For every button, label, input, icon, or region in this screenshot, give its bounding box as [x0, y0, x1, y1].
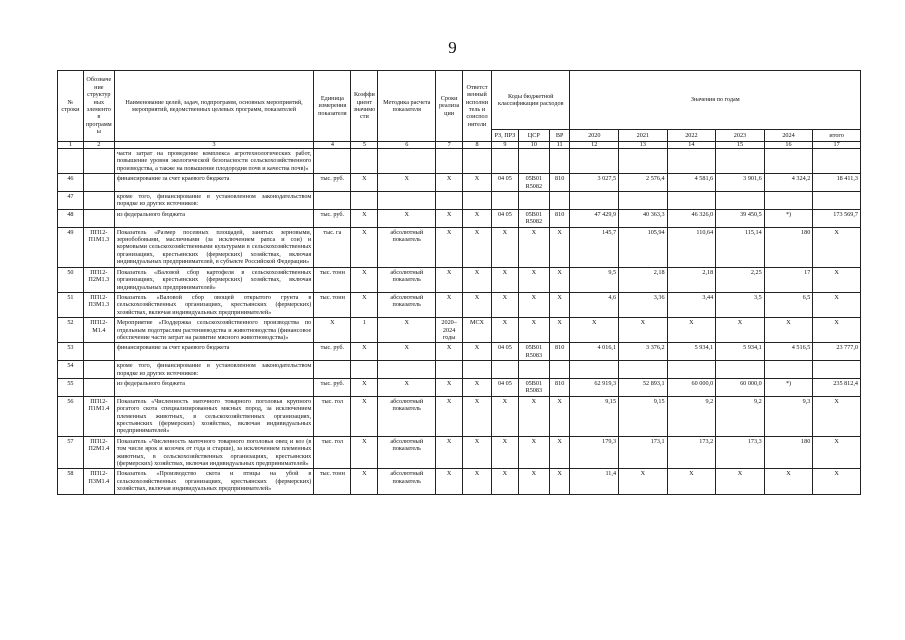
- column-number: 14: [667, 142, 716, 149]
- header-designation: Обозначение структурных элементов программы: [83, 71, 114, 142]
- row-value-year: 4,6: [570, 292, 619, 317]
- row-value-year: 6,5: [764, 292, 813, 317]
- row-code-rz: X: [491, 396, 518, 436]
- row-value-year: X: [764, 318, 813, 343]
- row-value-year: 62 919,3: [570, 378, 619, 396]
- row-coefficient: [351, 192, 378, 210]
- row-unit: тыс. руб.: [314, 378, 351, 396]
- row-method: [378, 149, 436, 174]
- row-unit: тыс. тонн: [314, 469, 351, 494]
- row-coefficient: X: [351, 378, 378, 396]
- row-value-year: [619, 361, 668, 379]
- row-value-year: 9,15: [619, 396, 668, 436]
- row-name: кроме того, финансирование в установленном законодательством порядке из других источников:: [114, 192, 313, 210]
- table-row: [58, 469, 861, 494]
- row-number: 46: [58, 174, 84, 192]
- row-unit: тыс. тонн: [314, 267, 351, 292]
- row-value-year: X: [716, 469, 765, 494]
- row-terms: X: [436, 267, 463, 292]
- header-year: 2021: [619, 130, 668, 142]
- row-executor: X: [463, 174, 492, 192]
- row-unit: тыс. руб.: [314, 209, 351, 227]
- row-code-vr: [549, 149, 570, 174]
- row-value-year: 3,36: [619, 292, 668, 317]
- row-value-total: X: [813, 292, 861, 317]
- row-coefficient: X: [351, 343, 378, 361]
- row-code-rz: X: [491, 227, 518, 267]
- row-terms: X: [436, 469, 463, 494]
- header-year: 2020: [570, 130, 619, 142]
- row-value-year: 180: [764, 436, 813, 469]
- row-designation: ПП12-П1М1.3: [83, 227, 114, 267]
- row-method: X: [378, 378, 436, 396]
- row-value-year: 2,18: [619, 267, 668, 292]
- row-coefficient: 1: [351, 318, 378, 343]
- table-row: [58, 318, 861, 343]
- row-unit: тыс. га: [314, 227, 351, 267]
- row-code-rz: 04 05: [491, 343, 518, 361]
- row-value-year: 2,18: [667, 267, 716, 292]
- table-body: [58, 149, 861, 495]
- row-executor: МСХ: [463, 318, 492, 343]
- row-value-total: X: [813, 318, 861, 343]
- row-code-rz: 04 05: [491, 174, 518, 192]
- row-value-year: X: [667, 318, 716, 343]
- row-name: финансирование за счет краевого бюджета: [114, 174, 313, 192]
- header-budget-codes: Коды бюджетной классификации расходов: [491, 71, 570, 130]
- header-code-vr: ВР: [549, 130, 570, 142]
- row-name: части затрат на проведение комплекса агротехнологических работ, повышение уровня экологической безопасности сельскохозяйственного производства, а также на повышение плодородия почв и качества почв)»: [114, 149, 313, 174]
- row-number: 52: [58, 318, 84, 343]
- table-row: [58, 343, 861, 361]
- row-code-vr: X: [549, 469, 570, 494]
- row-value-year: [570, 192, 619, 210]
- row-coefficient: X: [351, 267, 378, 292]
- row-designation: [83, 378, 114, 396]
- row-name: Мероприятие «Поддержка сельскохозяйственного производства по отдельным подотраслям растениеводства и животноводства (финансовое обеспечение части затрат на развитие мясного животноводства)»: [114, 318, 313, 343]
- row-code-vr: [549, 361, 570, 379]
- row-code-vr: X: [549, 292, 570, 317]
- row-value-total: X: [813, 436, 861, 469]
- header-year: 2024: [764, 130, 813, 142]
- row-value-year: X: [619, 318, 668, 343]
- row-coefficient: X: [351, 174, 378, 192]
- row-code-csr: X: [518, 318, 549, 343]
- row-value-year: 110,64: [667, 227, 716, 267]
- row-code-rz: X: [491, 292, 518, 317]
- row-value-year: X: [570, 318, 619, 343]
- row-name: из федерального бюджета: [114, 209, 313, 227]
- row-number: 58: [58, 469, 84, 494]
- row-name: Показатель «Численность маточного товарного поголовья крупного рогатого скота специализированных мясных пород, за исключением племенных животных, в сельскохозяйственных организациях, крестьянских (фермерских) хозяйствах, включая индивидуальных предпринимателей»: [114, 396, 313, 436]
- row-unit: [314, 361, 351, 379]
- row-value-year: [570, 361, 619, 379]
- row-value-total: 173 569,7: [813, 209, 861, 227]
- header-terms: Сроки реализации: [436, 71, 463, 142]
- column-number: 4: [314, 142, 351, 149]
- row-number: 48: [58, 209, 84, 227]
- row-unit: тыс. гол: [314, 436, 351, 469]
- row-value-year: 173,2: [667, 436, 716, 469]
- row-designation: [83, 192, 114, 210]
- row-method: абсолютный показатель: [378, 396, 436, 436]
- row-code-csr: [518, 361, 549, 379]
- row-terms: X: [436, 209, 463, 227]
- row-coefficient: X: [351, 227, 378, 267]
- row-number: 53: [58, 343, 84, 361]
- row-coefficient: X: [351, 209, 378, 227]
- row-unit: [314, 149, 351, 174]
- row-method: X: [378, 209, 436, 227]
- header-code-rz: РЗ, ПРЗ: [491, 130, 518, 142]
- header-unit: Единица измерения показателя: [314, 71, 351, 142]
- row-unit: X: [314, 318, 351, 343]
- row-designation: ПП12-П2М1.3: [83, 267, 114, 292]
- row-designation: ПП12-М1.4: [83, 318, 114, 343]
- row-code-rz: 04 05: [491, 209, 518, 227]
- row-terms: [436, 192, 463, 210]
- row-value-year: 52 893,1: [619, 378, 668, 396]
- row-code-vr: 810: [549, 174, 570, 192]
- row-value-year: [716, 361, 765, 379]
- row-value-year: 173,3: [716, 436, 765, 469]
- row-value-year: 17: [764, 267, 813, 292]
- header-method: Методика расчета показателя: [378, 71, 436, 142]
- column-number: 11: [549, 142, 570, 149]
- table-row: [58, 396, 861, 436]
- row-coefficient: X: [351, 469, 378, 494]
- column-number: 15: [716, 142, 765, 149]
- header-year: 2022: [667, 130, 716, 142]
- row-method: абсолютный показатель: [378, 227, 436, 267]
- column-number: 9: [491, 142, 518, 149]
- row-value-year: 2 576,4: [619, 174, 668, 192]
- row-value-total: [813, 149, 861, 174]
- row-name: Показатель «Валовой сбор овощей открытого грунта в сельскохозяйственных организациях, крестьянских (фермерских) хозяйствах, включая индивидуальных предпринимателей»: [114, 292, 313, 317]
- row-value-year: [619, 149, 668, 174]
- row-terms: X: [436, 227, 463, 267]
- table-row: [58, 227, 861, 267]
- row-value-total: 235 812,4: [813, 378, 861, 396]
- row-value-year: 145,7: [570, 227, 619, 267]
- row-value-total: X: [813, 227, 861, 267]
- table-row: [58, 378, 861, 396]
- row-terms: [436, 149, 463, 174]
- row-value-year: X: [764, 469, 813, 494]
- row-designation: ПП12-П1М1.4: [83, 396, 114, 436]
- row-terms: X: [436, 436, 463, 469]
- row-value-year: 4 016,1: [570, 343, 619, 361]
- row-value-total: X: [813, 267, 861, 292]
- row-method: абсолютный показатель: [378, 267, 436, 292]
- row-value-year: 9,5: [570, 267, 619, 292]
- row-number: 55: [58, 378, 84, 396]
- table-row: [58, 361, 861, 379]
- row-designation: [83, 343, 114, 361]
- row-value-year: 5 934,1: [667, 343, 716, 361]
- row-code-rz: [491, 192, 518, 210]
- column-number: 12: [570, 142, 619, 149]
- row-value-year: [764, 149, 813, 174]
- row-name: финансирование за счет краевого бюджета: [114, 343, 313, 361]
- row-unit: [314, 192, 351, 210]
- row-value-year: 3,44: [667, 292, 716, 317]
- row-value-year: 9,15: [570, 396, 619, 436]
- row-executor: X: [463, 469, 492, 494]
- row-value-year: X: [716, 318, 765, 343]
- row-code-csr: X: [518, 267, 549, 292]
- row-value-year: 4 581,6: [667, 174, 716, 192]
- row-code-vr: X: [549, 318, 570, 343]
- row-value-total: 18 411,3: [813, 174, 861, 192]
- column-number: 7: [436, 142, 463, 149]
- row-code-csr: X: [518, 396, 549, 436]
- row-method: X: [378, 174, 436, 192]
- row-value-year: 47 429,9: [570, 209, 619, 227]
- row-terms: X: [436, 174, 463, 192]
- row-value-year: 4 516,5: [764, 343, 813, 361]
- row-terms: 2020–2024 годы: [436, 318, 463, 343]
- row-number: 54: [58, 361, 84, 379]
- row-code-csr: 05В01 R5083: [518, 343, 549, 361]
- row-value-year: [570, 149, 619, 174]
- row-value-year: 60 000,0: [667, 378, 716, 396]
- row-number: 49: [58, 227, 84, 267]
- row-executor: [463, 192, 492, 210]
- row-terms: X: [436, 378, 463, 396]
- row-code-csr: X: [518, 227, 549, 267]
- row-value-year: 5 934,1: [716, 343, 765, 361]
- row-code-csr: 05В01 R5082: [518, 209, 549, 227]
- row-value-year: X: [619, 469, 668, 494]
- row-executor: X: [463, 267, 492, 292]
- row-number: 56: [58, 396, 84, 436]
- row-value-year: 173,1: [619, 436, 668, 469]
- row-number: 57: [58, 436, 84, 469]
- row-executor: X: [463, 227, 492, 267]
- row-value-total: [813, 361, 861, 379]
- table-row: [58, 267, 861, 292]
- row-code-csr: 05В01 R5083: [518, 378, 549, 396]
- row-unit: тыс. тонн: [314, 292, 351, 317]
- row-value-year: 4 324,2: [764, 174, 813, 192]
- column-number: 8: [463, 142, 492, 149]
- row-code-vr: [549, 192, 570, 210]
- header-total: итого: [813, 130, 861, 142]
- column-number: 1: [58, 142, 84, 149]
- row-method: [378, 192, 436, 210]
- row-value-year: 3 027,5: [570, 174, 619, 192]
- row-terms: X: [436, 343, 463, 361]
- row-value-year: 2,25: [716, 267, 765, 292]
- row-value-year: 3 376,2: [619, 343, 668, 361]
- row-value-year: [764, 192, 813, 210]
- row-value-year: 9,2: [667, 396, 716, 436]
- table-row: [58, 292, 861, 317]
- row-terms: [436, 361, 463, 379]
- row-terms: X: [436, 292, 463, 317]
- column-number: 5: [351, 142, 378, 149]
- row-number: 51: [58, 292, 84, 317]
- row-coefficient: [351, 149, 378, 174]
- row-code-vr: 810: [549, 343, 570, 361]
- row-designation: ПП12-П3М1.4: [83, 469, 114, 494]
- row-executor: X: [463, 396, 492, 436]
- table-row: [58, 209, 861, 227]
- header-row-number: № строки: [58, 71, 84, 142]
- row-value-year: [716, 192, 765, 210]
- row-code-vr: X: [549, 396, 570, 436]
- row-value-total: [813, 192, 861, 210]
- row-value-year: 3 901,6: [716, 174, 765, 192]
- row-executor: [463, 361, 492, 379]
- row-value-year: [764, 361, 813, 379]
- row-value-year: X: [667, 469, 716, 494]
- row-method: X: [378, 343, 436, 361]
- page-number: 9: [448, 38, 457, 57]
- table-row: [58, 192, 861, 210]
- row-value-year: 46 326,0: [667, 209, 716, 227]
- row-code-rz: X: [491, 436, 518, 469]
- row-number: 50: [58, 267, 84, 292]
- row-designation: [83, 209, 114, 227]
- row-name: Показатель «Валовой сбор картофеля в сельскохозяйственных организациях, крестьянских (фермерских) хозяйствах, включая индивидуальных предпринимателей»: [114, 267, 313, 292]
- row-code-vr: 810: [549, 378, 570, 396]
- row-code-rz: X: [491, 469, 518, 494]
- row-value-year: *): [764, 378, 813, 396]
- row-code-rz: X: [491, 318, 518, 343]
- row-value-year: 115,14: [716, 227, 765, 267]
- row-code-rz: [491, 361, 518, 379]
- row-coefficient: X: [351, 396, 378, 436]
- row-name: Показатель «Численность маточного товарного поголовья овец и коз (в том числе ярок и козочек от года и старше), за исключением племенных животных, в сельскохозяйственных организациях, крестьянских (фермерских) хозяйствах, включая индивидуальных предпринимателей»: [114, 436, 313, 469]
- row-name: кроме того, финансирование в установленном законодательством порядке из других источников:: [114, 361, 313, 379]
- row-coefficient: X: [351, 292, 378, 317]
- header-executor: Ответственный исполнитель и соисполнители: [463, 71, 492, 142]
- column-number: 2: [83, 142, 114, 149]
- column-number-row: [58, 142, 861, 149]
- row-code-vr: X: [549, 436, 570, 469]
- row-designation: [83, 361, 114, 379]
- row-value-year: 9,3: [764, 396, 813, 436]
- row-value-year: 3,5: [716, 292, 765, 317]
- row-method: [378, 361, 436, 379]
- row-value-year: *): [764, 209, 813, 227]
- table-row: [58, 174, 861, 192]
- row-executor: X: [463, 343, 492, 361]
- row-unit: тыс. гол: [314, 396, 351, 436]
- row-value-year: 180: [764, 227, 813, 267]
- row-value-year: 105,94: [619, 227, 668, 267]
- row-designation: ПП12-П3М1.3: [83, 292, 114, 317]
- row-code-csr: [518, 149, 549, 174]
- row-code-csr: X: [518, 292, 549, 317]
- column-number: 10: [518, 142, 549, 149]
- header-year: 2023: [716, 130, 765, 142]
- row-method: X: [378, 318, 436, 343]
- header-coefficient: Коэффициент значимости: [351, 71, 378, 142]
- program-table: [57, 70, 861, 495]
- row-value-year: 179,3: [570, 436, 619, 469]
- row-number: [58, 149, 84, 174]
- row-executor: [463, 149, 492, 174]
- row-code-csr: 05В01 R5082: [518, 174, 549, 192]
- row-code-csr: X: [518, 436, 549, 469]
- row-executor: X: [463, 209, 492, 227]
- table-row: [58, 436, 861, 469]
- row-unit: тыс. руб.: [314, 343, 351, 361]
- row-code-vr: X: [549, 227, 570, 267]
- row-executor: X: [463, 436, 492, 469]
- row-code-vr: 810: [549, 209, 570, 227]
- row-designation: [83, 149, 114, 174]
- row-method: абсолютный показатель: [378, 292, 436, 317]
- row-value-year: [667, 361, 716, 379]
- column-number: 6: [378, 142, 436, 149]
- row-name: Показатель «Размер посевных площадей, занятых зерновыми, зернобобовыми, масличными (за исключением рапса и сои) и кормовыми сельскохозяйственными культурами в сельскохозяйственных организациях, крестьянских (фермерских) хозяйствах, включая индивидуальных предпринимателей, в субъекте Российской Федерации»: [114, 227, 313, 267]
- row-number: 47: [58, 192, 84, 210]
- column-number: 17: [813, 142, 861, 149]
- row-code-vr: X: [549, 267, 570, 292]
- row-value-year: 39 450,5: [716, 209, 765, 227]
- row-value-year: 9,2: [716, 396, 765, 436]
- row-executor: X: [463, 292, 492, 317]
- header-values-by-year: Значения по годам: [570, 71, 861, 130]
- row-designation: ПП12-П2М1.4: [83, 436, 114, 469]
- column-number: 16: [764, 142, 813, 149]
- row-designation: [83, 174, 114, 192]
- row-name: Показатель «Производство скота и птицы на убой в сельскохозяйственных организациях, крестьянских (фермерских) хозяйствах, включая индивидуальных предпринимателей»: [114, 469, 313, 494]
- row-code-csr: [518, 192, 549, 210]
- row-value-year: [667, 192, 716, 210]
- header-code-csr: ЦСР: [518, 130, 549, 142]
- row-value-year: [619, 192, 668, 210]
- row-method: абсолютный показатель: [378, 436, 436, 469]
- row-code-csr: X: [518, 469, 549, 494]
- row-terms: X: [436, 396, 463, 436]
- row-value-year: 11,4: [570, 469, 619, 494]
- row-value-total: X: [813, 396, 861, 436]
- column-number: 3: [114, 142, 313, 149]
- column-number: 13: [619, 142, 668, 149]
- row-code-rz: 04 05: [491, 378, 518, 396]
- row-value-year: 40 363,3: [619, 209, 668, 227]
- row-value-year: [716, 149, 765, 174]
- row-coefficient: [351, 361, 378, 379]
- row-code-rz: [491, 149, 518, 174]
- row-value-year: [667, 149, 716, 174]
- row-value-year: 60 000,0: [716, 378, 765, 396]
- row-executor: X: [463, 378, 492, 396]
- row-code-rz: X: [491, 267, 518, 292]
- row-name: из федерального бюджета: [114, 378, 313, 396]
- table-row: [58, 149, 861, 174]
- header-name: Наименование целей, задач, подпрограмм, основных мероприятий, мероприятий, ведомственных целевых программ, показателей: [114, 71, 313, 142]
- row-coefficient: X: [351, 436, 378, 469]
- row-value-total: 23 777,0: [813, 343, 861, 361]
- row-method: абсолютный показатель: [378, 469, 436, 494]
- row-value-total: X: [813, 469, 861, 494]
- row-unit: тыс. руб.: [314, 174, 351, 192]
